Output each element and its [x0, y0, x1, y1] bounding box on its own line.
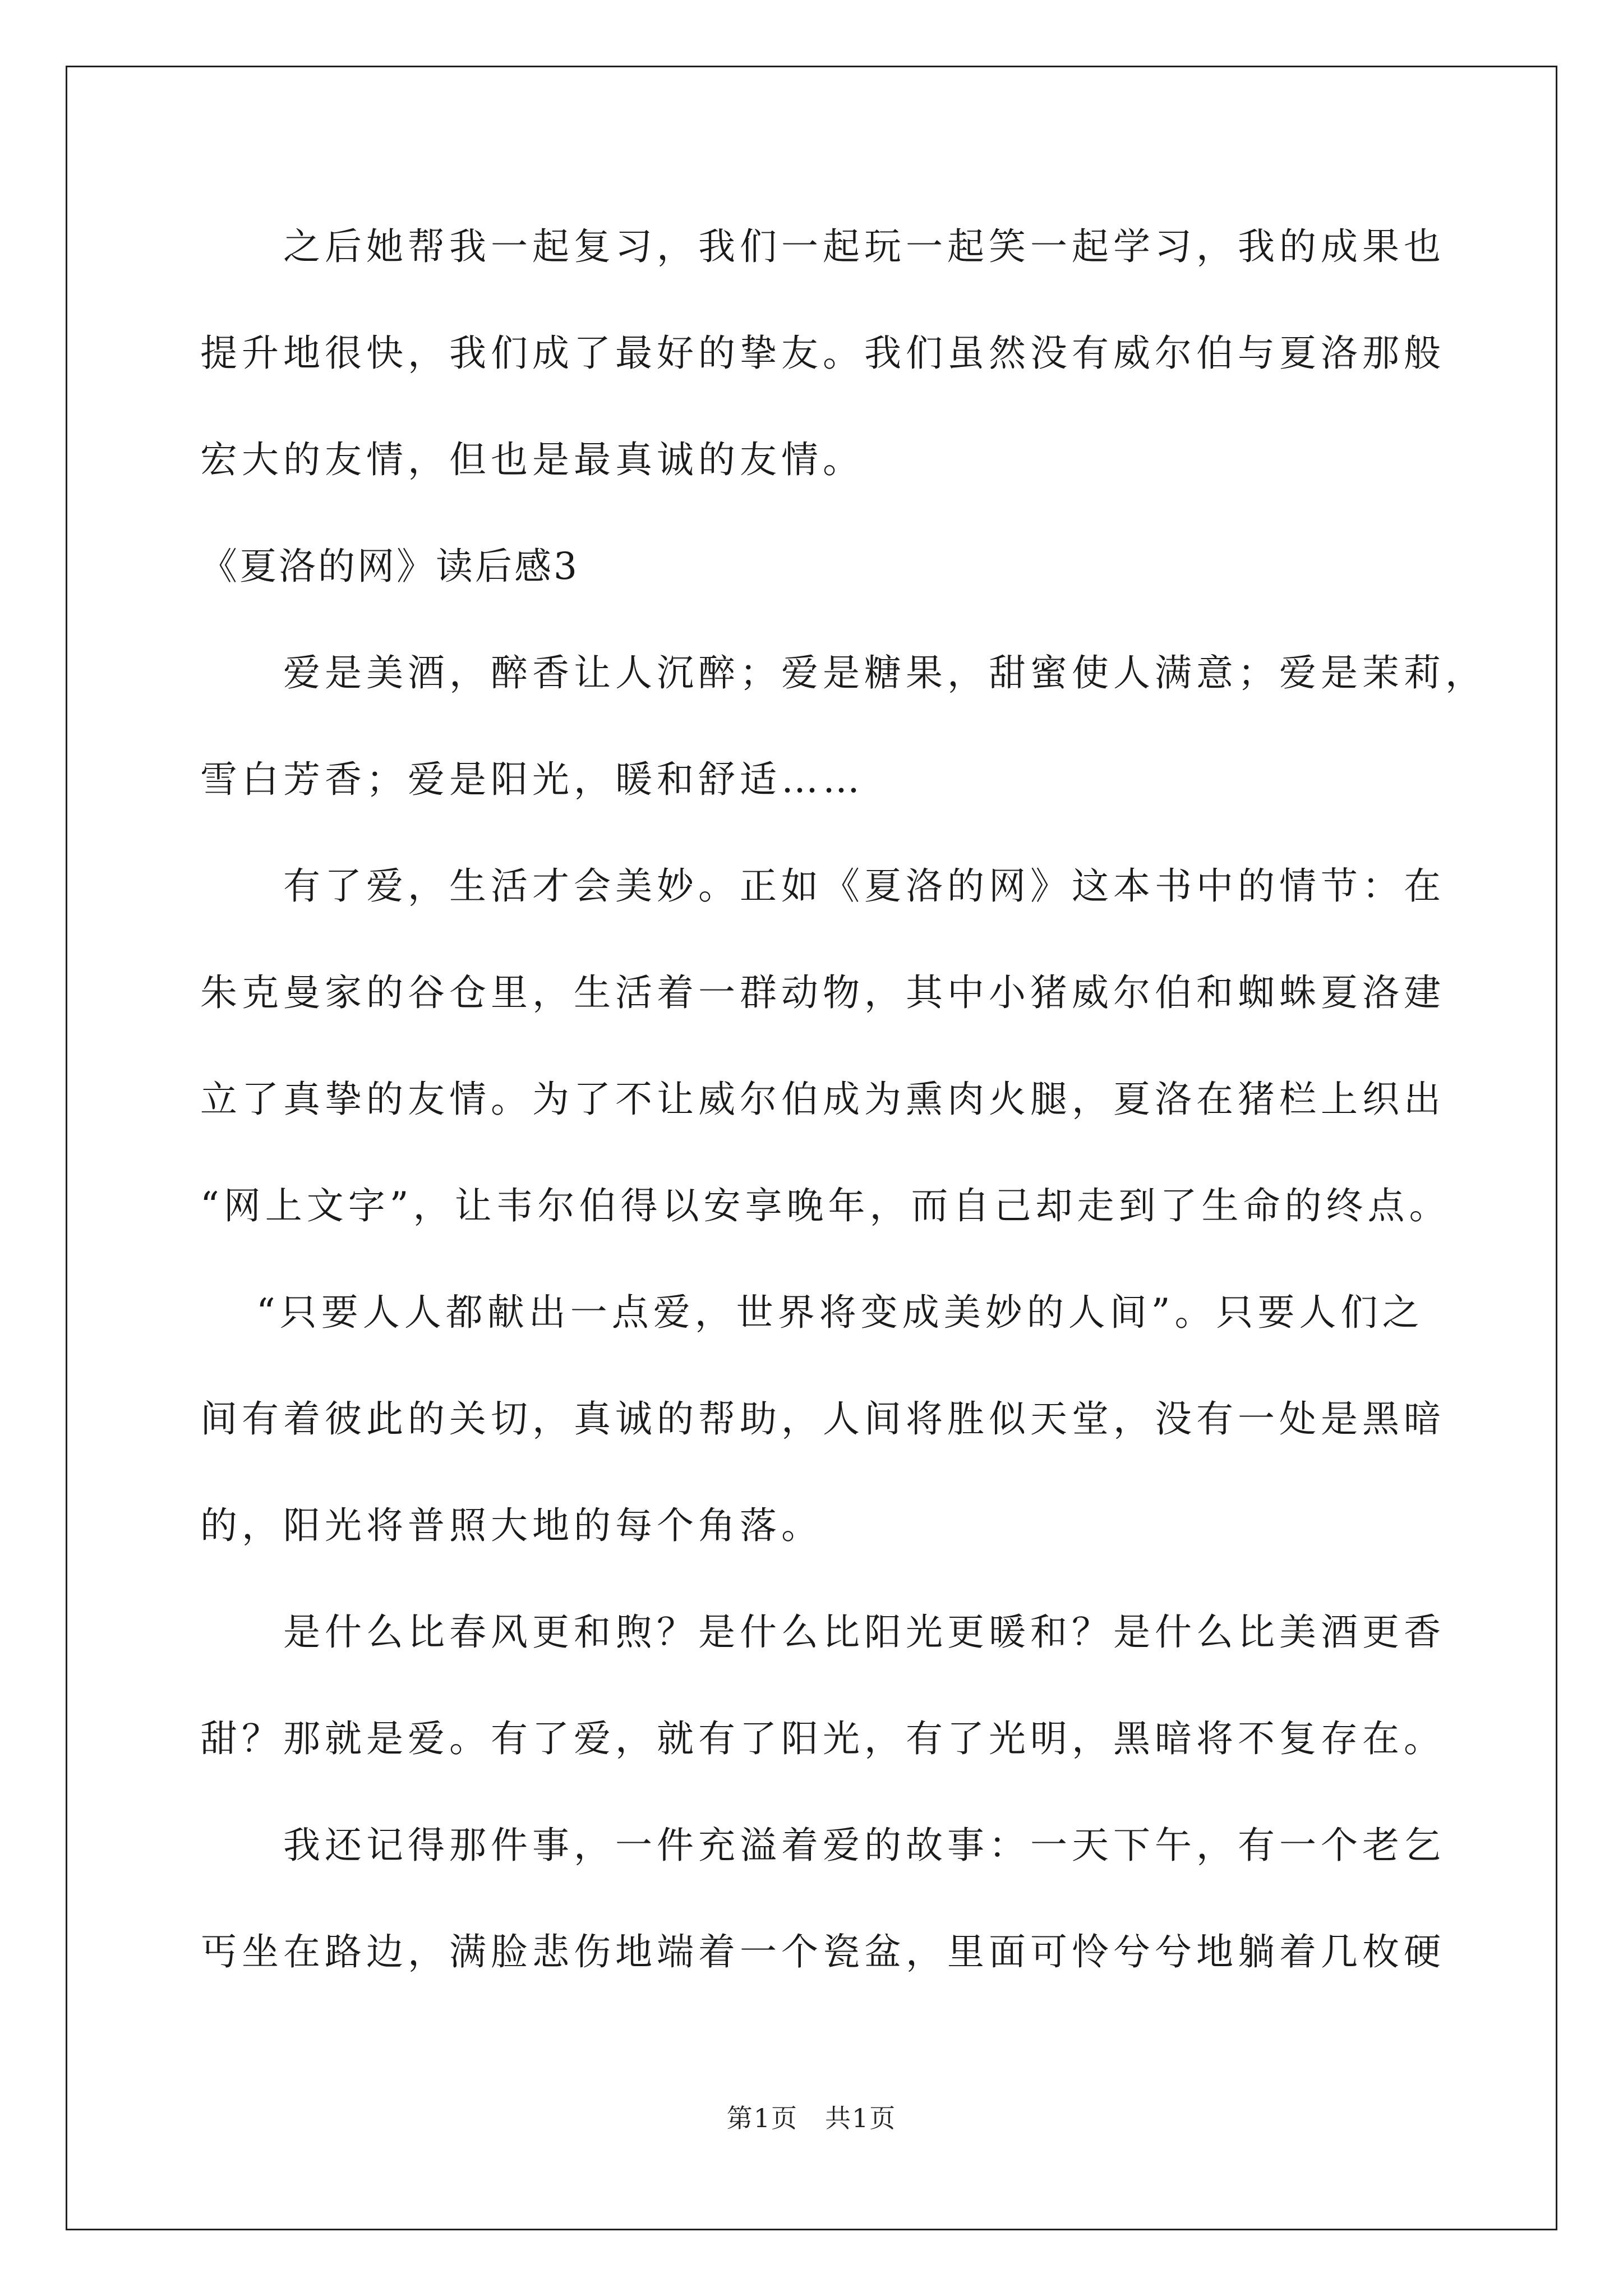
- paragraph-line: 丐坐在路边，满脸悲伤地端着一个瓷盆，里面可怜兮兮地躺着几枚硬: [200, 1930, 1445, 1973]
- paragraph-line: 我还记得那件事，一件充溢着爱的故事：一天下午，有一个老乞: [283, 1824, 1445, 1867]
- paragraph-line: 提升地很快，我们成了最好的挚友。我们虽然没有威尔伯与夏洛那般: [200, 332, 1445, 375]
- paragraph-line: “网上文字”，让韦尔伯得以安享晚年，而自己却走到了生命的终点。: [200, 1184, 1451, 1227]
- section-heading: 《夏洛的网》读后感3: [200, 545, 579, 588]
- paragraph-line: 的，阳光将普照大地的每个角落。: [200, 1504, 823, 1547]
- paragraph-line: 立了真挚的友情。为了不让威尔伯成为熏肉火腿，夏洛在猪栏上织出: [200, 1078, 1445, 1121]
- paragraph-line: 间有着彼此的关切，真诚的帮助，人间将胜似天堂，没有一处是黑暗: [200, 1397, 1445, 1441]
- paragraph-line: 雪白芳香；爱是阳光，暖和舒适……: [200, 758, 864, 801]
- paragraph-line: 甜？那就是爱。有了爱，就有了阳光，有了光明，黑暗将不复存在。: [200, 1717, 1445, 1760]
- paragraph-line: 是什么比春风更和煦？是什么比阳光更暖和？是什么比美酒更香: [283, 1611, 1445, 1654]
- paragraph-line: 有了爱，生活才会美妙。正如《夏洛的网》这本书中的情节：在: [283, 864, 1445, 908]
- paragraph-line: 之后她帮我一起复习，我们一起玩一起笑一起学习，我的成果也: [283, 225, 1445, 268]
- paragraph-line: 宏大的友情，但也是最真诚的友情。: [200, 438, 864, 481]
- paragraph-line: “只要人人都献出一点爱，世界将变成美妙的人间”。只要人们之: [256, 1291, 1424, 1334]
- document-body: [200, 213, 1487, 2025]
- page-footer: 第1页 共1页: [726, 2103, 897, 2133]
- paragraph-line: 爱是美酒，醉香让人沉醉；爱是糖果，甜蜜使人满意；爱是茉莉，: [283, 651, 1487, 694]
- paragraph-line: 朱克曼家的谷仓里，生活着一群动物，其中小猪威尔伯和蜘蛛夏洛建: [200, 971, 1445, 1014]
